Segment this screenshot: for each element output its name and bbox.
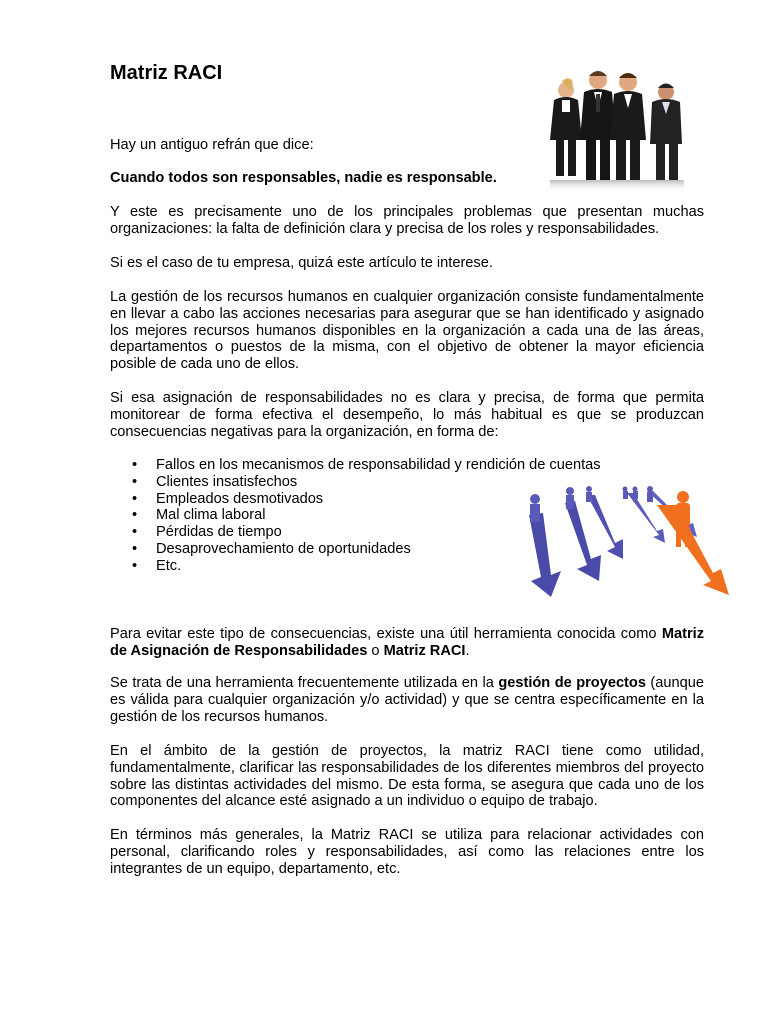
list-item: • Clientes insatisfechos — [132, 473, 298, 490]
list-item: • Etc. — [132, 557, 182, 574]
project-management-paragraph: Se trata de una herramienta frecuentemente utilizada en la gestión de proyectos (aunque es válida para cualquier organización y/o actividad) y que se centra específicamente en la gestión de los recursos humanos. — [110, 675, 704, 725]
bullet-icon: • — [132, 473, 138, 490]
list-item: • Mal clima laboral — [132, 507, 266, 524]
list-item: • Empleados desmotivados — [132, 490, 324, 507]
bullet-icon: • — [132, 524, 138, 541]
utility-paragraph: En el ámbito de la gestión de proyectos, la matriz RACI tiene como utilidad, fundamentalmente, clarificar las responsabilidades de los diferentes miembros del proyecto sobre las distintas actividades del mismo. De esta forma, se asegura que cada uno de los componentes del alcance esté asignado a un individuo o equipo de trabajo. — [110, 743, 704, 810]
tool-paragraph: Para evitar este tipo de consecuencias, existe una útil herramienta conocida como Matriz de Asignación de Responsabilidades o Matriz RACI. — [110, 626, 704, 659]
list-item: • Fallos en los mecanismos de responsabilidad y rendición de cuentas — [132, 457, 601, 473]
hr-paragraph: La gestión de los recursos humanos en cualquier organización consiste fundamentalmente en llevar a cabo las acciones necesarias para asegurar que se han identificado y asignado los mejores recursos humanos disponibles en la organización a cada una de las áreas, departamentos o puestos de la misma, con el objetivo de obtener la mayor eficiencia posible de cada uno de ellos. — [110, 289, 704, 373]
intro-paragraph: Hay un antiguo refrán que dice: — [110, 137, 314, 153]
quote-paragraph: Cuando todos son responsables, nadie es responsable. — [110, 170, 497, 186]
bullet-icon: • — [132, 557, 138, 574]
list-item: • Desaprovechamiento de oportunidades — [132, 540, 411, 557]
consequences-paragraph: Si esa asignación de responsabilidades no es clara y precisa, de forma que permita monitorear de forma efectiva el desempeño, lo más habitual es que se produzcan consecuencias negativas para la organización, en forma de: — [110, 390, 704, 440]
bullet-icon: • — [132, 540, 138, 557]
general-paragraph: En términos más generales, la Matriz RACI se utiliza para relacionar actividades con personal, clarificando roles y responsabilidades, así como las relaciones entre los integrantes de un equipo, departamento, etc. — [110, 827, 704, 877]
bullet-icon: • — [132, 490, 138, 507]
list-item: • Pérdidas de tiempo — [132, 524, 282, 541]
bullet-icon: • — [132, 457, 138, 473]
bullet-icon: • — [132, 507, 138, 524]
interest-paragraph: Si es el caso de tu empresa, quizá este artículo te interese. — [110, 255, 493, 271]
problem-paragraph: Y este es precisamente uno de los principales problemas que presentan muchas organizaciones: la falta de definición clara y precisa de los roles y responsabilidades. — [110, 204, 704, 237]
direction-arrows-image — [507, 485, 732, 600]
document-title: Matriz RACI — [110, 62, 223, 84]
